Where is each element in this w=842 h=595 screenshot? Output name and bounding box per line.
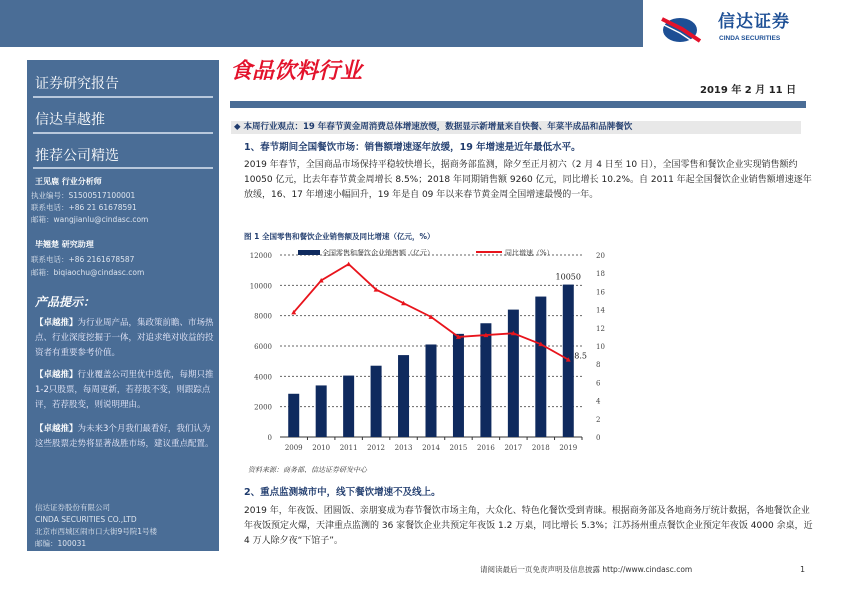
left-axis-tick-label: 2000 (254, 403, 272, 412)
right-axis-tick-label: 14 (596, 306, 605, 315)
left-axis-tick-label: 8000 (254, 312, 272, 321)
assistant-email[interactable]: 邮箱：biqiaochu@cindasc.com (31, 268, 145, 277)
product-note (35, 368, 217, 413)
x-axis-tick-label: 2012 (367, 444, 386, 452)
right-axis-tick-label: 6 (596, 379, 601, 388)
x-axis-tick-label: 2016 (476, 444, 495, 452)
footer-disclaimer[interactable]: 请阅读最后一页免责声明及信息披露 http://www.cindasc.com (480, 565, 693, 574)
assistant-name: 毕翘楚 研究助理 (35, 240, 94, 249)
page-number: 1 (800, 565, 806, 574)
right-axis-tick-label: 18 (596, 270, 605, 279)
bar (398, 355, 409, 437)
analyst-cert: 执业编号：S1500517100001 (31, 191, 136, 200)
left-axis-tick-label: 12000 (249, 252, 272, 260)
right-axis-tick-label: 20 (596, 252, 605, 260)
bar (453, 334, 464, 437)
company-address: 北京市西城区闹市口大街9号院1号楼 (35, 527, 158, 536)
note-tag: 【卓越推】 (35, 424, 78, 434)
x-axis-tick-label: 2010 (312, 444, 331, 452)
product-note (35, 422, 217, 452)
growth-point (346, 262, 351, 267)
bar (480, 323, 491, 437)
note-text: 行业覆盖公司里优中选优，每期只推1-2只股票，每周更新，若荐股不变，则跟踪点评，若荐股变，则说明理由。 (35, 370, 214, 410)
sales-growth-chart (240, 243, 610, 463)
sidebar-heading-picks: 推荐公司精选 (35, 148, 119, 164)
note-text: 为未来3个月我们最看好，我们认为这些股票走势将显著战胜市场，建议重点配置。 (35, 424, 214, 449)
note-text: 为行业周产品，集政策前瞻、市场热点、行业深度挖掘于一体，对追求绝对收益的投资者有重要参考价值。 (35, 318, 214, 358)
left-axis-tick-label: 6000 (254, 343, 272, 351)
x-axis-tick-label: 2017 (504, 444, 523, 452)
x-axis-tick-label: 2019 (559, 444, 578, 452)
note-tag: 【卓越推】 (35, 370, 78, 380)
section-1-title: 1、春节期间全国餐饮市场：销售额增速逐年放缓，19 年增速是近年最低水平。 (244, 142, 581, 153)
right-axis-tick-label: 16 (596, 288, 605, 297)
divider (33, 96, 213, 98)
weekly-view-headline: ◆ 本周行业观点：19 年春节黄金周消费总体增速放慢，数据显示新增量来自快餐、年菜半成品和品牌餐饮 (231, 121, 801, 134)
right-axis-tick-label: 4 (596, 397, 601, 406)
x-axis-tick-label: 2009 (284, 444, 303, 452)
legend-bar-swatch (298, 250, 320, 255)
bar-data-label: 10050 (555, 272, 581, 282)
x-axis-tick-label: 2014 (422, 444, 440, 452)
section-2-title: 2、重点监测城市中，线下餐饮增速不及线上。 (244, 487, 441, 498)
bar (288, 394, 299, 437)
right-axis-tick-label: 8 (596, 361, 601, 370)
legend-line-label: 同比增速（%） (505, 249, 554, 257)
analyst-name: 王见鹿 行业分析师 (35, 177, 102, 186)
note-tag: 【卓越推】 (35, 318, 78, 328)
figure-caption: 图 1 全国零售和餐饮企业销售额及同比增速（亿元，%） (244, 232, 435, 241)
x-axis-tick-label: 2013 (394, 444, 413, 452)
divider (33, 167, 213, 169)
bar (426, 344, 437, 437)
section-2-text: 2019 年，年夜饭、团圆饭、亲朋宴成为春节餐饮市场主角，大众化、特色化餐饮受到青睐。根据商务部及各地商务厅统计数据，各地餐饮企业年夜饭预定火爆，天津重点监测的 36 家餐饮企业共预定年夜饭 1.2 万桌，同比增长 5.3%；江苏扬州重点餐饮企业预定年夜饭 4000 余桌，近 4 万人除夕夜“下馆子”。 (244, 506, 813, 546)
page-title: 食品饮料行业 (230, 58, 363, 84)
bar (371, 366, 382, 437)
bar (535, 297, 546, 437)
section-1-text: 2019 年春节，全国商品市场保持平稳较快增长，据商务部监测，除夕至正月初六（2 月 4 日至 10 日），全国零售和餐饮企业实现销售额约 10050 亿元，比去年春节黄金周增长 8.5%；2018 年同期销售额 9260 亿元，同比增长 10.2%。自 2011 年起全国餐饮企业销售额增速逐年放缓，16、17 年增速小幅回升，19 年是自 09 年以来春节黄金周全国增速最慢的一年。 (244, 160, 812, 200)
x-axis-tick-label: 2018 (531, 444, 550, 452)
bar (508, 310, 519, 437)
product-note (35, 316, 217, 361)
right-axis-tick-label: 12 (596, 324, 605, 333)
assistant-phone: 联系电话：+86 2161678587 (31, 255, 135, 264)
analyst-phone: 联系电话：+86 21 61678591 (31, 203, 137, 212)
product-title: 产品提示： (35, 295, 96, 309)
left-axis-tick-label: 10000 (249, 282, 272, 291)
chart-source: 资料来源：商务部、信达证券研发中心 (248, 466, 367, 474)
logo-subtext: CINDA SECURITIES (719, 35, 781, 42)
sidebar-heading-report: 证券研究报告 (35, 76, 119, 92)
right-axis-tick-label: 10 (596, 343, 605, 351)
left-axis-tick-label: 0 (267, 434, 272, 442)
company-name-en: CINDA SECURITIES CO.,LTD (35, 515, 137, 524)
company-zip: 邮编：100031 (35, 539, 87, 548)
x-axis-tick-label: 2011 (339, 444, 358, 452)
right-axis-tick-label: 2 (596, 415, 601, 424)
right-axis-tick-label: 0 (596, 434, 601, 442)
legend-bar-label: 全国零售和餐饮企业销售额（亿元） (322, 249, 434, 257)
x-axis-tick-label: 2015 (449, 444, 468, 452)
report-date: 2019 年 2 月 11 日 (700, 85, 797, 96)
line-data-label: 8.5 (574, 351, 588, 361)
analyst-email[interactable]: 邮箱：wangjianlu@cindasc.com (31, 215, 149, 224)
company-name-cn: 信达证券股份有限公司 (35, 503, 110, 512)
left-axis-tick-label: 4000 (254, 373, 272, 382)
header-band (0, 0, 643, 47)
sidebar (27, 60, 219, 551)
bar (343, 376, 354, 437)
bar (316, 385, 327, 437)
logo-text: 信达证券 (718, 12, 790, 32)
sidebar-heading-series: 信达卓越推 (35, 112, 105, 128)
title-bar (230, 101, 806, 108)
divider (33, 132, 213, 134)
